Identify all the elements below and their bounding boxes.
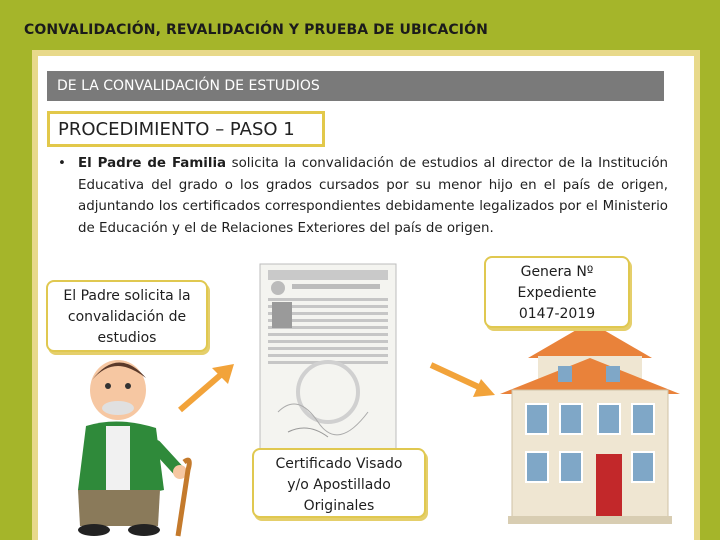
- page-title: CONVALIDACIÓN, REVALIDACIÓN Y PRUEBA DE UBICACIÓN: [24, 22, 488, 38]
- expediente-callout-line1: Genera Nº: [520, 264, 594, 280]
- parent-callout-line2: convalidación de: [67, 309, 187, 325]
- certificate-callout: [252, 448, 426, 518]
- parent-callout-line1: El Padre solicita la: [63, 288, 191, 304]
- bullet-bold: El Padre de Familia: [78, 156, 227, 171]
- parent-callout-line3: estudios: [97, 330, 157, 346]
- cert-callout-line1: Certificado Visado: [275, 456, 403, 472]
- bullet-paragraph: [58, 153, 668, 239]
- parent-illustration: [60, 350, 200, 538]
- expediente-callout: [484, 256, 630, 328]
- certificate-document-image: [258, 262, 398, 452]
- section-header: DE LA CONVALIDACIÓN DE ESTUDIOS: [47, 71, 664, 101]
- bullet-marker: •: [58, 156, 66, 171]
- school-building-image: [498, 318, 682, 526]
- bullet-body: solicita la convalidación de estudios al director de la Institución Educativa del grado o los grados cursados por su menor hijo en el país de origen, adjuntando los certificados correspondientes debidamente legalizados por el Ministerio de Educación y el de Relaciones Exteriores del país de origen.: [78, 156, 668, 236]
- expediente-callout-line3: 0147-2019: [518, 306, 596, 322]
- cert-callout-line2: y/o Apostillado: [287, 477, 391, 493]
- arrow-to-school-icon: [425, 357, 499, 399]
- step-title: PROCEDIMIENTO – PASO 1: [47, 111, 325, 147]
- parent-request-callout: [46, 280, 208, 352]
- expediente-callout-line2: Expediente: [517, 285, 597, 301]
- cert-callout-line3: Originales: [303, 498, 375, 514]
